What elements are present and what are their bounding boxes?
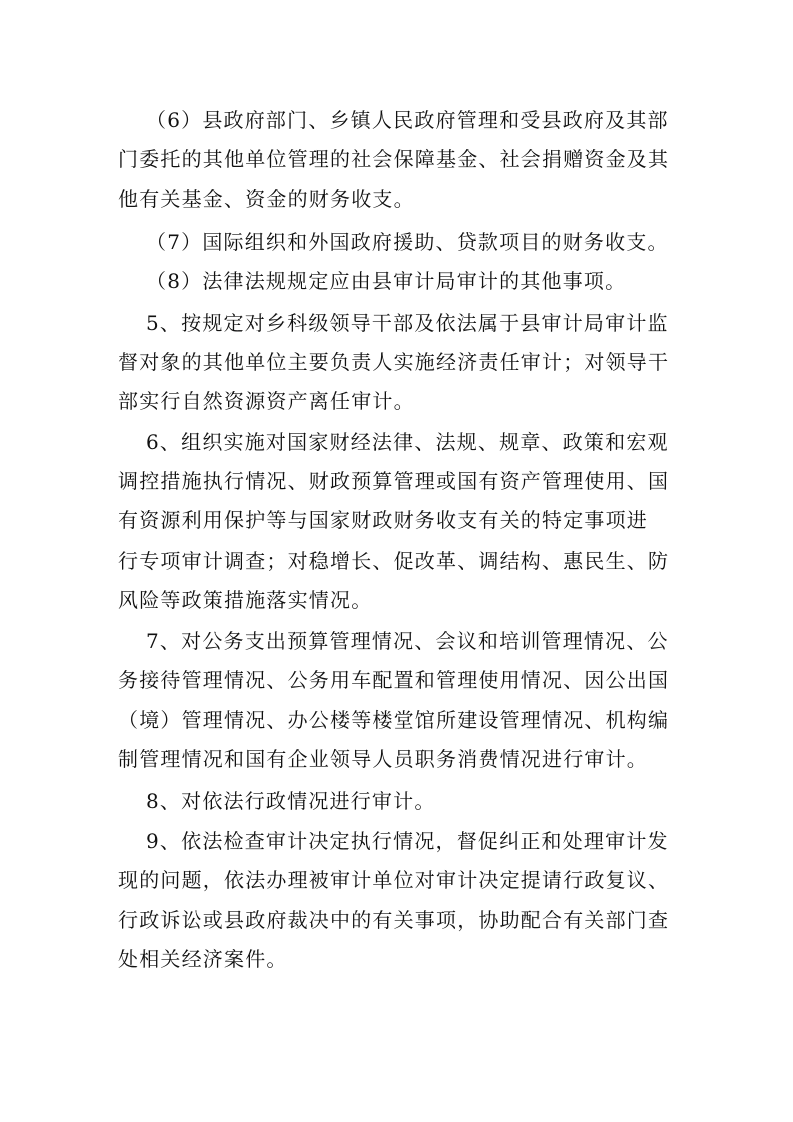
paragraph-line: 部实行自然资源资产离任审计。 [118, 389, 415, 413]
paragraph-line: （7）国际组织和外国政府援助、贷款项目的财务收支。 [146, 230, 669, 254]
paragraph-line: 制管理情况和国有企业领导人员职务消费情况进行审计。 [118, 747, 648, 771]
paragraph-line: （8）法律法规规定应由县审计局审计的其他事项。 [146, 269, 627, 293]
paragraph-line: （境）管理情况、办公楼等楼堂馆所建设管理情况、机构编 [118, 708, 670, 732]
paragraph-line: 务接待管理情况、公务用车配置和管理使用情况、因公出国 [118, 668, 670, 692]
paragraph-line: 6、组织实施对国家财经法律、法规、规章、政策和宏观 [146, 430, 669, 454]
paragraph-line: 行专项审计调查；对稳增长、促改革、调结构、惠民生、防 [118, 549, 670, 573]
paragraph-line: 督对象的其他单位主要负责人实施经济责任审计；对领导干 [118, 350, 670, 374]
paragraph-line: 行政诉讼或县政府裁决中的有关事项，协助配合有关部门查 [118, 908, 670, 932]
paragraph-line: 7、对公务支出预算管理情况、会议和培训管理情况、公 [146, 629, 669, 653]
paragraph-line: 现的问题，依法办理被审计单位对审计决定提请行政复议、 [118, 868, 670, 892]
paragraph-line: 调控措施执行情况、财政预算管理或国有资产管理使用、国 [118, 469, 670, 493]
paragraph-line: 有资源利用保护等与国家财政财务收支有关的特定事项进 [118, 508, 648, 532]
paragraph-line: 5、按规定对乡科级领导干部及依法属于县审计局审计监 [146, 311, 669, 335]
paragraph-line: 他有关基金、资金的财务收支。 [118, 187, 415, 211]
paragraph-line: （6）县政府部门、乡镇人民政府管理和受县政府及其部 [146, 108, 669, 132]
paragraph-line: 9、依法检查审计决定执行情况，督促纠正和处理审计发 [146, 829, 669, 853]
paragraph-line: 门委托的其他单位管理的社会保障基金、社会捐赠资金及其 [118, 147, 670, 171]
paragraph-line: 处相关经济案件。 [118, 947, 288, 971]
paragraph-line: 8、对依法行政情况进行审计。 [146, 789, 436, 813]
paragraph-line: 风险等政策措施落实情况。 [118, 588, 373, 612]
